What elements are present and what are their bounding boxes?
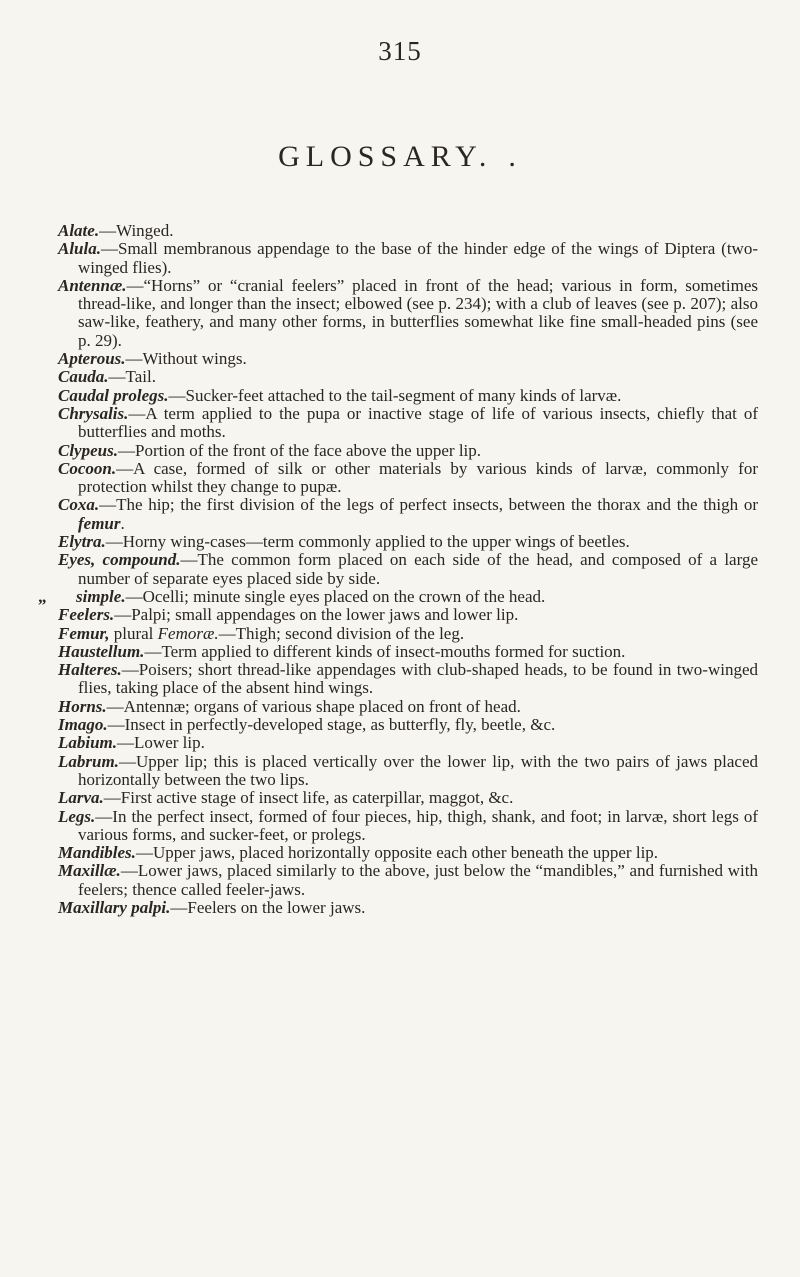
glossary-definition: —Without wings.: [125, 349, 247, 369]
glossary-entry: [58, 460, 758, 497]
glossary-definition: —Upper jaws, placed horizontally opposite each other beneath the upper lip.: [135, 843, 659, 863]
glossary-entry: [58, 496, 758, 533]
glossary-term: Cocoon.: [58, 458, 117, 478]
glossary-entry: [58, 661, 758, 698]
glossary-definition: —In the perfect insect, formed of four pieces, hip, thigh, shank, and foot; in larvæ, short legs of various forms, and sucker-feet, or prolegs.: [78, 806, 758, 844]
glossary-term: Halteres.: [58, 660, 122, 680]
definition-italic-term: femur: [78, 513, 121, 533]
glossary-definition: [110, 624, 465, 643]
title-stray-mark: .: [508, 140, 522, 173]
glossary-term: Alula.: [58, 239, 101, 259]
glossary-term: Caudal prolegs.: [58, 385, 169, 405]
glossary-definition: —Portion of the front of the face above the upper lip.: [117, 440, 482, 460]
glossary-term: Cauda.: [58, 367, 109, 387]
glossary-entry: [58, 350, 758, 368]
glossary-entry: [58, 442, 758, 460]
page-number: 315: [378, 36, 422, 66]
glossary-definition: —The common form placed on each side of the head, and composed of a large number of separate eyes placed side by side.: [78, 550, 758, 588]
glossary-term: Labrum.: [58, 751, 119, 771]
glossary-entry: [58, 240, 758, 277]
glossary-term: Alate.: [58, 221, 100, 240]
glossary-term: Mandibles.: [58, 843, 136, 863]
glossary-term: Chrysalis.: [58, 403, 129, 423]
glossary-definition: —Feelers on the lower jaws.: [170, 897, 366, 917]
glossary-term: Coxa.: [58, 495, 100, 515]
glossary-term: Haustellum.: [58, 641, 145, 661]
glossary-entry: [38, 586, 758, 606]
glossary-definition: —A term applied to the pupa or inactive stage of life of various insects, chiefly that of butterflies and moths.: [78, 403, 758, 442]
glossary-term: Femur,: [58, 623, 110, 643]
glossary-definition: —Horny wing-cases—term commonly applied to the upper wings of beetles.: [105, 532, 630, 552]
glossary-entry: [58, 405, 758, 442]
glossary-entry: [58, 643, 758, 661]
glossary-entry: [58, 368, 758, 386]
ditto-mark: „: [38, 586, 47, 606]
glossary-term: Larva.: [58, 788, 104, 808]
page-title-text: GLOSSARY.: [278, 140, 493, 173]
glossary-definition: —Term applied to different kinds of insect-mouths formed for suction.: [144, 641, 626, 661]
glossary-term: Eyes, compound.: [58, 550, 181, 570]
glossary-term: Feelers.: [58, 605, 115, 625]
glossary-term: Imago.: [58, 715, 108, 735]
glossary-entry: [58, 698, 758, 716]
glossary-term: simple.: [76, 586, 126, 606]
glossary-entry: [58, 844, 758, 862]
page-title: [0, 140, 800, 174]
glossary-entry: [58, 606, 758, 624]
glossary-entry: [58, 808, 758, 845]
glossary-entry: [58, 862, 758, 899]
definition-text: .: [120, 513, 125, 533]
glossary-entries: [38, 221, 758, 917]
definition-text: —Thigh; second division of the leg.: [218, 623, 465, 643]
glossary-definition: —Palpi; small appendages on the lower jaws and lower lip.: [114, 605, 519, 625]
glossary-definition: —A case, formed of silk or other materials by various kinds of larvæ, commonly for protection whilst they change to pupæ.: [78, 458, 758, 497]
glossary-term: Maxillary palpi.: [58, 897, 171, 917]
glossary-definition: —Sucker-feet attached to the tail-segment of many kinds of larvæ.: [168, 385, 622, 405]
glossary-term: Antennæ.: [58, 275, 127, 295]
glossary-term: Legs.: [58, 806, 96, 826]
glossary-definition: —Lower jaws, placed similarly to the above, just below the “mandibles,” and furnished with feelers; thence called feeler-jaws.: [78, 861, 758, 899]
glossary-entry: [58, 789, 758, 807]
glossary-entry: [58, 387, 758, 405]
glossary-entry: [58, 625, 758, 643]
glossary-definition: —Antennæ; organs of various shape placed on front of head.: [106, 696, 521, 716]
glossary-entry: [58, 716, 758, 734]
glossary-definition: —Upper lip; this is placed vertically over the lower lip, with the two pairs of jaws placed horizontally between the two lips.: [78, 751, 758, 789]
glossary-definition: —Winged.: [99, 221, 174, 240]
glossary-entry: [58, 551, 758, 588]
glossary-definition: —First active stage of insect life, as caterpillar, maggot, &c.: [103, 788, 514, 808]
definition-text: —The hip; the first division of the legs of perfect insects, between the thorax and the thigh or: [99, 495, 758, 515]
definition-italic-term: Femoræ.: [157, 623, 219, 643]
glossary-definition: —“Horns” or “cranial feelers” placed in front of the head; various in form, sometimes thread-like, and longer than the insect; elbowed (see p. 234); with a club of leaves (see p. 207); also saw-like, feathery, and many other forms, in butterflies somewhat like fine small-headed pins (see p. 29).: [78, 275, 758, 350]
glossary-term: Labium.: [58, 733, 118, 753]
glossary-definition: —Lower lip.: [117, 733, 205, 753]
glossary-term: Clypeus.: [58, 440, 118, 460]
glossary-entry: [58, 753, 758, 790]
glossary-definition: —Small membranous appendage to the base of the hinder edge of the wings of Diptera (two-winged flies).: [78, 239, 758, 277]
glossary-term: Horns.: [58, 696, 107, 716]
glossary-entry: [58, 222, 758, 240]
glossary-definition: [78, 495, 758, 532]
glossary-term: Apterous.: [58, 349, 126, 369]
glossary-definition: —Insect in perfectly-developed stage, as butterfly, fly, beetle, &c.: [107, 715, 556, 735]
glossary-definition: —Poisers; short thread-like appendages with club-shaped heads, to be found in two-winged flies, taking place of the absent hind wings.: [78, 660, 758, 698]
glossary-definition: —Tail.: [108, 367, 156, 387]
glossary-term: Maxillæ.: [58, 861, 121, 881]
glossary-term: Elytra.: [58, 532, 106, 552]
glossary-entry: [58, 533, 758, 551]
glossary-entry: [58, 899, 758, 917]
definition-text: plural: [109, 623, 158, 643]
glossary-definition: —Ocelli; minute single eyes placed on the crown of the head.: [125, 586, 546, 606]
glossary-entry: [58, 734, 758, 752]
glossary-entry: [58, 277, 758, 350]
